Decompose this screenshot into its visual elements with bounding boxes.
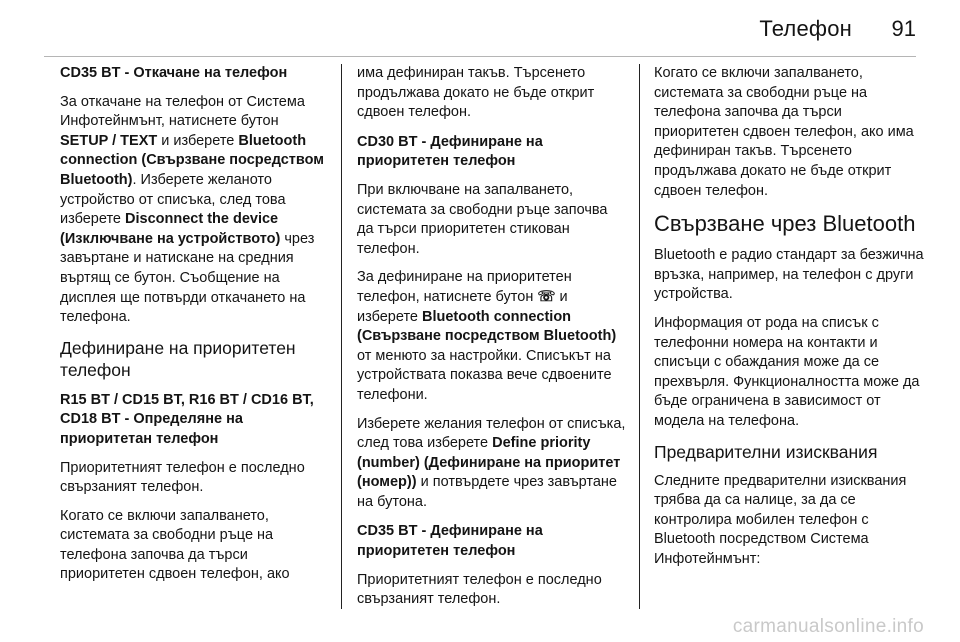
- text-run: За откачане на телефон от Система Инфотейнмънт, натиснете бутон: [60, 93, 305, 130]
- heading-prerequisites: Предварителни изисквания: [654, 441, 878, 462]
- header-divider: [44, 56, 916, 57]
- text-run: . Изберете желаното устройство от списъка, след това изберете: [60, 171, 286, 228]
- section-heading-cd35-priority: CD35 BT - Дефиниране на приоритетен телефон: [357, 523, 543, 560]
- button-name-setup-text: SETUP / TEXT: [60, 132, 158, 149]
- text-run: от менюто за настройки. Списъкът на устройствата показва вече сдвоените телефони.: [357, 347, 612, 403]
- paragraph-prerequisites: Следните предварителни изисквания трябва да са налице, за да се контролира мобилен телефон с Bluetooth посредством Система Инфотейнмънт:: [654, 472, 907, 567]
- text-run: За дефиниране на приоритетен телефон, натиснете бутон: [357, 269, 572, 305]
- heading-bluetooth-connection: Свързване чрез Bluetooth: [654, 211, 916, 237]
- menu-name-bluetooth-connection: Bluetooth connection (Свързване посредством Bluetooth): [60, 132, 325, 188]
- text-run: и изберете: [157, 132, 239, 149]
- paragraph-cd30-select: [357, 415, 627, 513]
- paragraph-continuation: има дефиниран такъв. Търсенето продължава докато не бъде открит сдвоен телефон.: [357, 65, 595, 121]
- column-1: [60, 64, 330, 594]
- paragraph-disconnect: [60, 93, 330, 328]
- paragraph-ignition-search: Когато се включи запалването, системата за свободни ръце на телефона започва да търси приоритетен сдвоен телефон, ако: [60, 507, 290, 583]
- column-3: [654, 64, 924, 578]
- paragraph-priority-last: Приоритетният телефон е последно свързаният телефон.: [60, 459, 305, 496]
- paragraph-cd30-define: [357, 268, 627, 405]
- paragraph-cd30-ignition: При включване на запалването, системата за свободни ръце започва да търси приоритетен стикован телефон.: [357, 181, 608, 257]
- paragraph-bluetooth-standard: Bluetooth е радио стандарт за безжична връзка, например, на телефон с други устройства.: [654, 247, 924, 303]
- section-heading-r15-priority: R15 BT / CD15 BT, R16 BT / CD16 BT, CD18 BT - Определяне на приоритетан телефон: [60, 391, 314, 447]
- column-divider-1: [341, 64, 342, 609]
- page-number: 91: [891, 16, 916, 41]
- column-divider-2: [639, 64, 640, 609]
- menu-name-define-priority: Define priority (number) (Дефиниране на приоритет (номер)): [357, 435, 621, 491]
- watermark: carmanualsonline.info: [732, 616, 924, 637]
- text-run: чрез завъртане и натискане на средния въртящ се бутон. Съобщение на дисплея ще потвърди откачането на телефона.: [60, 230, 315, 326]
- section-heading-cd30-priority: CD30 BT - Дефиниране на приоритетен телефон: [357, 133, 543, 170]
- menu-name-bluetooth-connection: Bluetooth connection (Свързване посредством Bluetooth): [357, 308, 617, 345]
- column-2: [357, 64, 627, 619]
- phone-icon: ☏: [537, 288, 556, 305]
- section-heading-cd35-disconnect: CD35 BT - Откачане на телефон: [60, 65, 288, 81]
- text-run: и потвърдете чрез завъртане на бутона.: [357, 474, 617, 510]
- page-header: [0, 0, 960, 48]
- heading-define-priority: Дефиниране на приоритетен телефон: [60, 337, 296, 380]
- page-title: Телефон: [759, 16, 852, 41]
- paragraph-bluetooth-info: Информация от рода на списък с телефонни номера на контакти и списъци с обаждания може да се прехвърля. Функционалността може да бъде ограничена в зависимост от модела на телефона.: [654, 314, 920, 429]
- paragraph-ignition-search-cont: Когато се включи запалването, системата за свободни ръце на телефона започва да търси приоритетен сдвоен телефон, ако има дефиниран такъв. Търсенето продължава докато не бъде открит сдвоен телефон.: [654, 65, 914, 199]
- paragraph-cd35-priority: Приоритетният телефон е последно свързаният телефон.: [357, 571, 602, 608]
- text-run: Изберете желания телефон от списъка, след това изберете: [357, 415, 626, 452]
- text-run: и изберете: [357, 288, 568, 325]
- menu-name-disconnect-device: Disconnect the device (Изключване на устройството): [60, 211, 281, 247]
